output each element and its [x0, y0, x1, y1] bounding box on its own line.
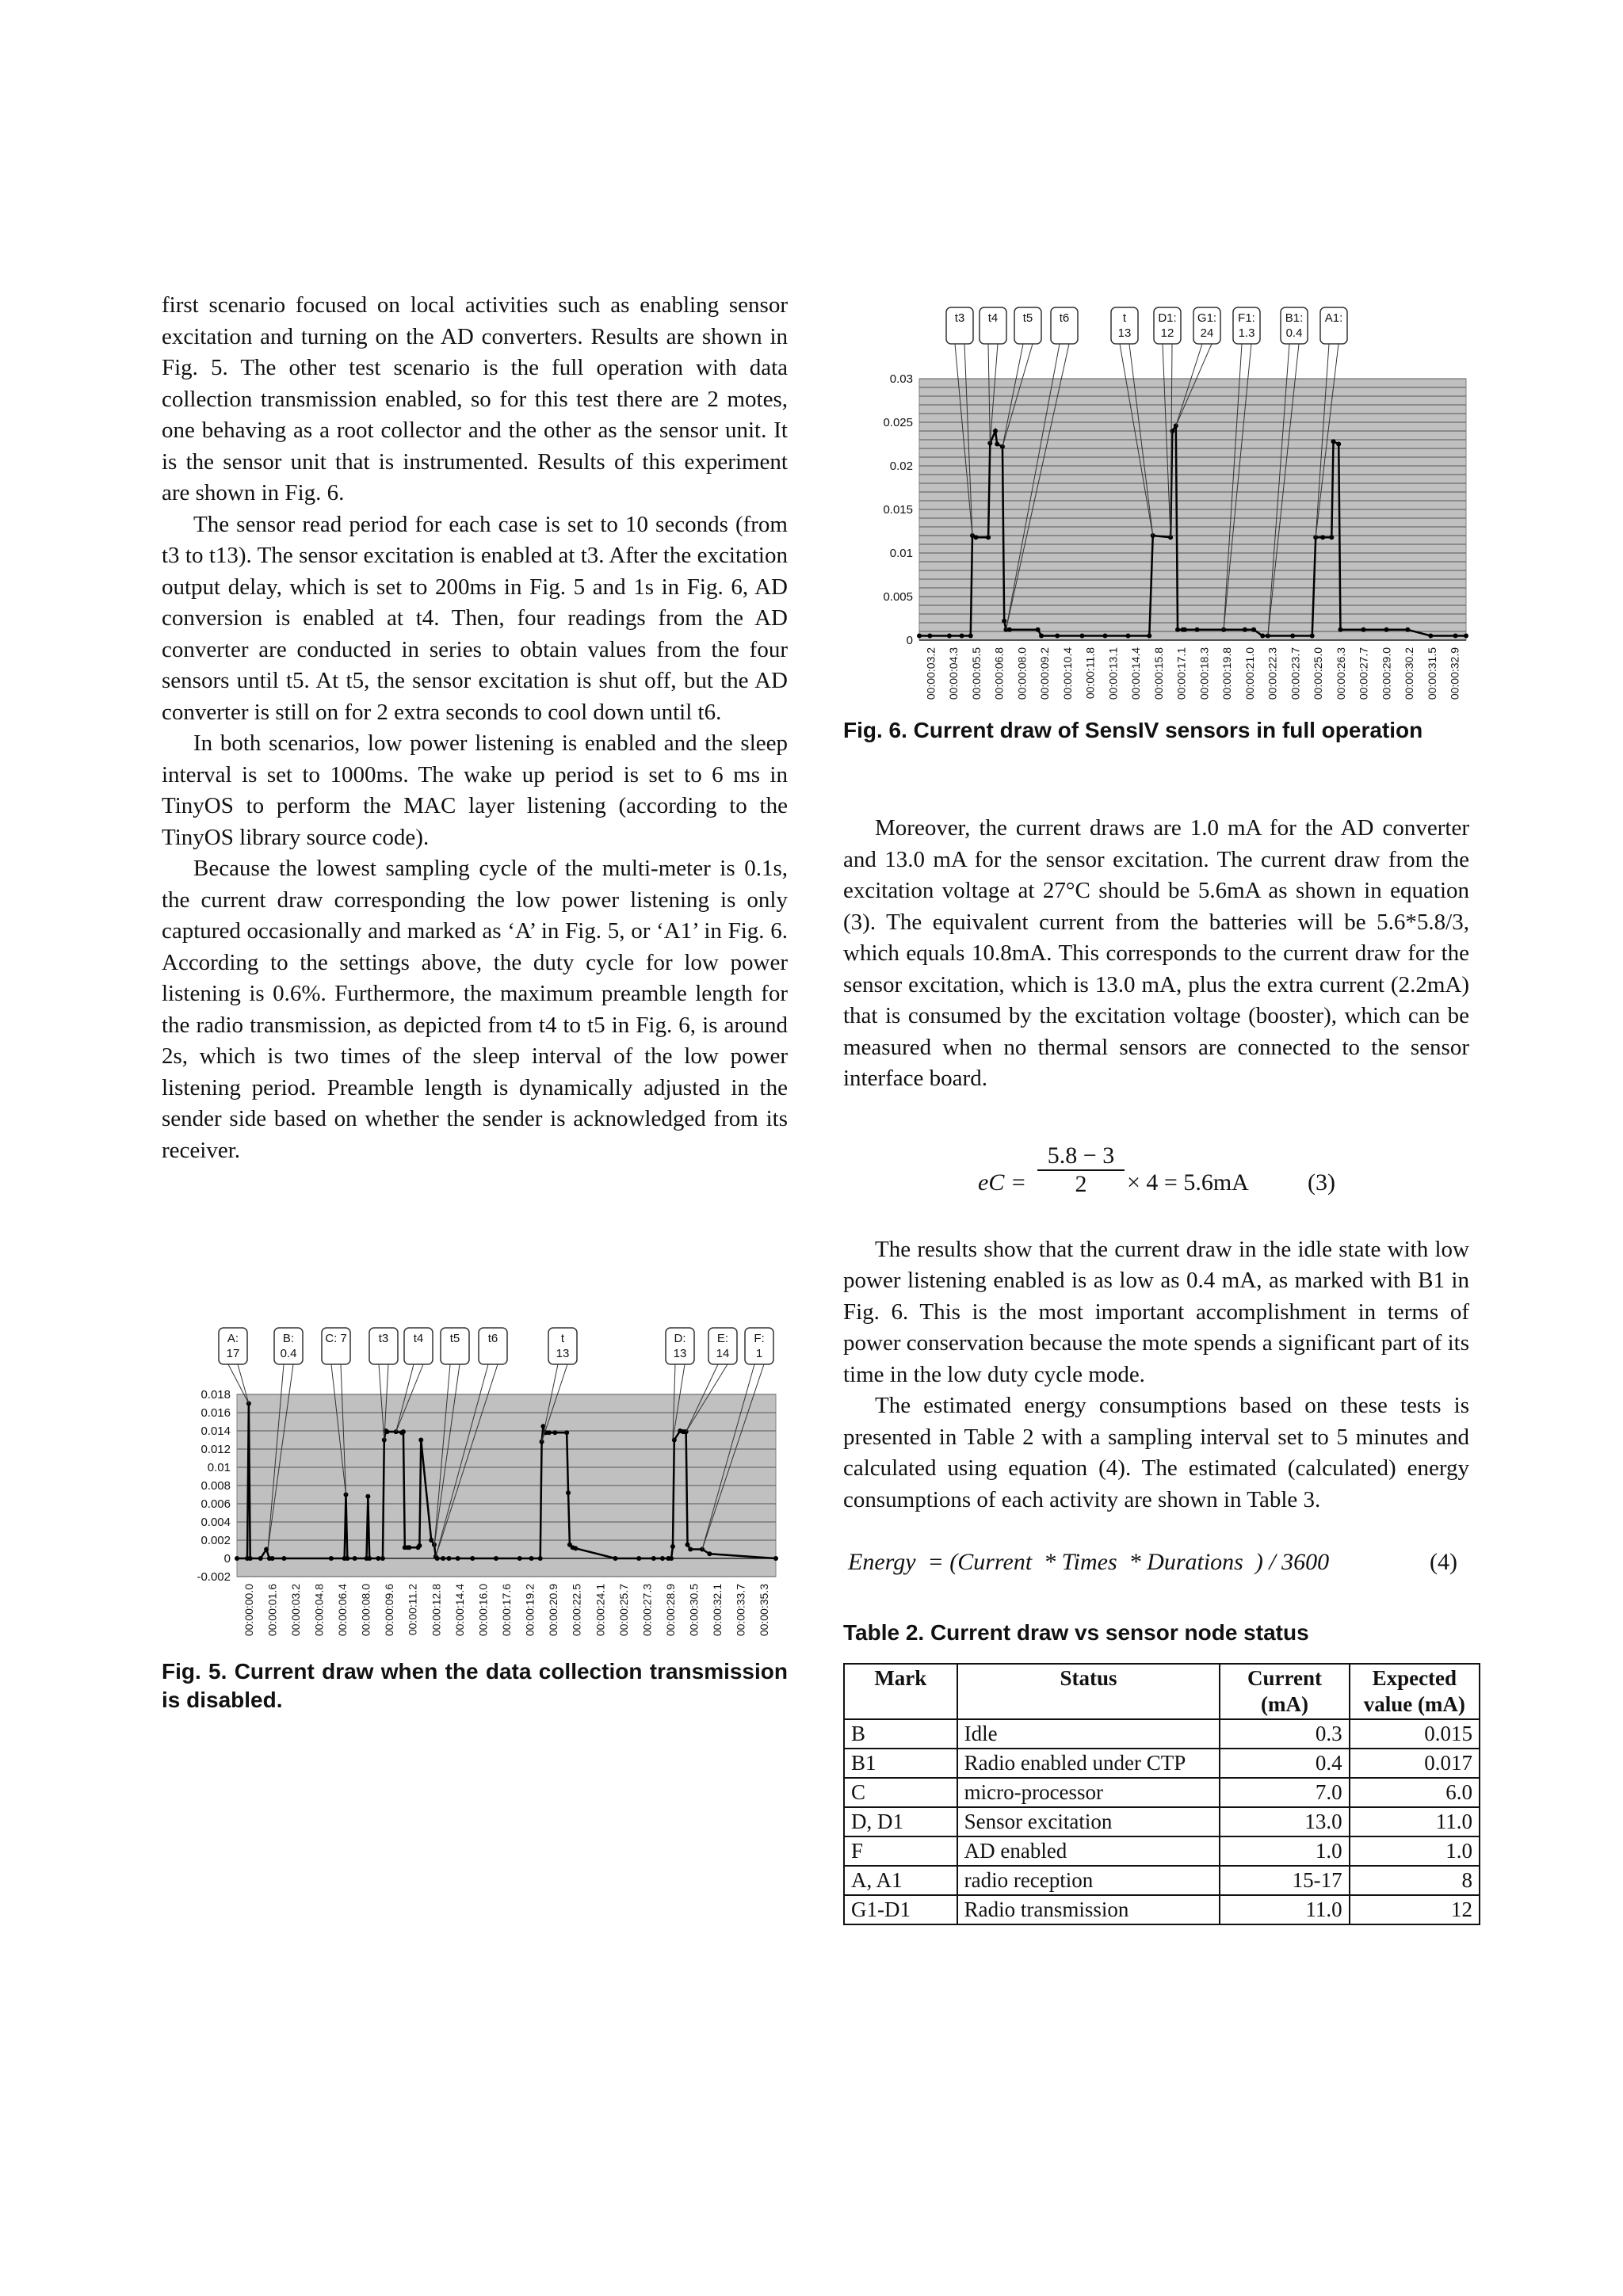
- x-tick-label: 00:00:14.4: [453, 1584, 466, 1637]
- data-point: [246, 1402, 251, 1406]
- x-tick-label: 00:00:27.3: [640, 1584, 654, 1637]
- x-tick-label: 00:00:11.2: [406, 1584, 419, 1636]
- x-tick-label: 00:00:09.2: [1038, 647, 1052, 700]
- cell-expected: 8: [1350, 1866, 1480, 1895]
- data-point: [367, 1556, 372, 1561]
- table-row: [844, 1836, 1480, 1866]
- paragraph-4: Because the lowest sampling cycle of the multi-meter is 0.1s, the current draw corresponding the low power listening is only captured occasionally and marked as ‘A’ in Fig. 5, or ‘A1’ in Fig. 6. According to the settings above, the duty cycle for low power listening is 0.6%. Furthermore, the maximum preamble length for the radio transmission, as depicted from t4 to t5 in Fig. 6, is around 2s, which is two times of the sleep interval of the low power listening period. Preamble length is dynamically adjusted in the sender side based on whether the sender is acknowledged from its receiver.: [162, 856, 788, 1163]
- col-header-expected: Expected value (mA): [1350, 1664, 1480, 1719]
- data-point: [707, 1551, 712, 1556]
- data-point: [345, 1556, 349, 1561]
- data-point: [407, 1545, 411, 1550]
- data-point: [470, 1556, 475, 1561]
- data-point: [986, 535, 991, 540]
- callout-label: D:: [674, 1332, 686, 1345]
- data-point: [993, 429, 998, 433]
- data-point: [1260, 634, 1265, 639]
- cell-current: 0.4: [1220, 1749, 1349, 1778]
- callout-label: D1:: [1158, 311, 1177, 325]
- data-point: [960, 634, 964, 639]
- y-tick-label: 0.016: [200, 1406, 231, 1420]
- x-tick-label: 00:00:12.8: [430, 1584, 443, 1637]
- y-tick-label: 0.012: [200, 1443, 231, 1456]
- y-tick-label: 0.006: [200, 1497, 231, 1511]
- equation-3: [843, 1142, 1469, 1230]
- cell-mark: G1-D1: [844, 1895, 957, 1924]
- eq4-text: Energy = (Current * Times * Durations ) / 3600: [848, 1549, 1330, 1575]
- y-tick-label: 0.018: [200, 1388, 231, 1402]
- x-tick-label: 00:00:05.5: [969, 647, 983, 700]
- data-point: [517, 1556, 522, 1561]
- callout-value: 1: [755, 1347, 763, 1360]
- data-point: [651, 1556, 656, 1561]
- y-tick-label: 0.025: [883, 416, 913, 429]
- data-point: [547, 1430, 552, 1435]
- y-tick-label: 0.008: [200, 1479, 231, 1493]
- data-point: [270, 1556, 275, 1561]
- data-point: [376, 1556, 380, 1561]
- callout-label: C: 7: [325, 1332, 347, 1345]
- callout-label: t5: [449, 1332, 460, 1345]
- cell-expected: 0.017: [1350, 1749, 1480, 1778]
- data-point: [1079, 634, 1084, 639]
- x-tick-label: 00:00:29.0: [1380, 647, 1393, 700]
- data-point: [636, 1556, 641, 1561]
- col-header-current: Current (mA): [1220, 1664, 1349, 1719]
- x-tick-label: 00:00:19.8: [1220, 647, 1234, 700]
- callout-label: G1:: [1197, 311, 1217, 325]
- data-point: [429, 1538, 433, 1543]
- data-point: [248, 1556, 253, 1561]
- y-tick-label: 0.03: [889, 372, 913, 386]
- cell-mark: F: [844, 1836, 957, 1866]
- data-point: [418, 1438, 423, 1443]
- x-tick-label: 00:00:03.2: [288, 1584, 302, 1637]
- data-point: [353, 1556, 357, 1561]
- callout-label: t6: [487, 1332, 498, 1345]
- data-point: [435, 1556, 440, 1561]
- data-point: [1002, 619, 1006, 624]
- data-point: [447, 1556, 452, 1561]
- data-point: [1361, 627, 1365, 632]
- data-point: [1039, 634, 1044, 639]
- callout-value: 0.4: [280, 1347, 297, 1360]
- table-row: [844, 1719, 1480, 1749]
- table-header-row: [844, 1664, 1480, 1719]
- paragraph-7: The estimated energy consumptions based on these tests is presented in Table 2 with a sampling interval set to 5 minutes and calculated using equation (4). The estimated (calculated) energy consumptions of each activity are shown in Table 3.: [843, 1393, 1469, 1512]
- data-point: [773, 1556, 778, 1561]
- data-point: [1464, 634, 1468, 639]
- data-point: [564, 1430, 569, 1435]
- data-point: [494, 1556, 498, 1561]
- data-point: [1405, 627, 1410, 632]
- paragraph-6: The results show that the current draw in the idle state with low power listening enabled is as low as 0.4 mA, as marked with B1 in Fig. 6. This is the most important accomplishment in terms of power conservation because the mote spends a significant part of its time in the low duty cycle mode.: [843, 1236, 1469, 1387]
- data-point: [917, 634, 922, 639]
- x-tick-label: 00:00:00.0: [242, 1584, 255, 1637]
- callout-value: 13: [673, 1347, 687, 1360]
- x-tick-label: 00:00:27.7: [1357, 647, 1370, 700]
- x-tick-label: 00:00:21.0: [1243, 647, 1256, 700]
- table-row: [844, 1807, 1480, 1836]
- data-point: [1428, 634, 1433, 639]
- data-point: [995, 442, 999, 447]
- y-tick-label: 0.014: [200, 1425, 231, 1438]
- cell-mark: B1: [844, 1749, 957, 1778]
- cell-current: 7.0: [1220, 1778, 1349, 1807]
- x-tick-label: 00:00:08.0: [1015, 647, 1029, 700]
- data-point: [1331, 439, 1336, 444]
- data-point: [1125, 634, 1130, 639]
- cell-current: 13.0: [1220, 1807, 1349, 1836]
- data-point: [1329, 535, 1334, 540]
- cell-status: Sensor excitation: [957, 1807, 1220, 1836]
- x-tick-label: 00:00:35.3: [758, 1584, 771, 1637]
- y-tick-label: 0.015: [883, 503, 913, 517]
- data-point: [235, 1556, 239, 1561]
- x-tick-label: 00:00:14.4: [1129, 647, 1143, 700]
- x-tick-label: 00:00:17.1: [1174, 647, 1188, 700]
- data-point: [365, 1494, 370, 1499]
- data-point: [385, 1429, 390, 1434]
- data-point: [688, 1547, 693, 1552]
- x-tick-label: 00:00:10.4: [1060, 647, 1074, 700]
- eq4-number: (4): [1430, 1549, 1457, 1575]
- data-point: [1338, 627, 1342, 632]
- x-tick-label: 00:00:28.9: [663, 1584, 677, 1637]
- x-tick-label: 00:00:08.0: [359, 1584, 372, 1637]
- cell-expected: 6.0: [1350, 1778, 1480, 1807]
- data-point: [1147, 634, 1151, 639]
- data-point: [685, 1543, 690, 1547]
- data-point: [660, 1556, 665, 1561]
- paragraph-5: Moreover, the current draws are 1.0 mA for the AD converter and 13.0 mA for the sensor excitation. The current draw from the excitation voltage at 27°C should be 5.6mA as shown in equation (3). The equivalent current from the batteries will be 5.6*5.8/3, which equals 10.8mA. This corresponds to the current draw for the sensor excitation, which is 13.0 mA, plus the extra current (2.2mA) that is consumed by the excitation voltage (booster), which can be measured when no thermal sensors are connected to the sensor interface board.: [843, 815, 1469, 1091]
- x-tick-label: 00:00:18.3: [1197, 647, 1211, 700]
- callout-label: A1:: [1324, 311, 1343, 325]
- cell-status: Radio transmission: [957, 1895, 1220, 1924]
- eq3-number: (3): [1308, 1169, 1335, 1196]
- callout-label: t: [1122, 311, 1127, 325]
- x-tick-label: 00:00:30.5: [687, 1584, 701, 1637]
- data-point: [566, 1490, 571, 1495]
- data-point: [669, 1556, 674, 1561]
- eq3-lhs: eC =: [978, 1169, 1027, 1196]
- cell-expected: 1.0: [1350, 1836, 1480, 1866]
- y-tick-label: -0.002: [197, 1570, 231, 1584]
- eq3-denominator: 2: [1075, 1170, 1087, 1197]
- col-header-status: Status: [957, 1664, 1220, 1719]
- eq3-numerator: 5.8 − 3: [1047, 1142, 1115, 1169]
- callout-label: t6: [1059, 311, 1070, 325]
- right-column: [843, 813, 1472, 1925]
- callout-label: t3: [378, 1332, 389, 1345]
- data-point: [552, 1430, 557, 1435]
- x-tick-label: 00:00:22.5: [570, 1584, 583, 1637]
- cell-status: AD enabled: [957, 1836, 1220, 1866]
- x-tick-label: 00:00:26.3: [1334, 647, 1347, 700]
- data-point: [417, 1543, 422, 1548]
- data-point: [1384, 627, 1389, 632]
- callout-value: 13: [1117, 326, 1132, 340]
- y-tick-label: 0: [906, 634, 913, 647]
- callout-label: t3: [954, 311, 965, 325]
- cell-mark: C: [844, 1778, 957, 1807]
- data-point: [281, 1556, 286, 1561]
- callout-value: 17: [226, 1347, 240, 1360]
- x-tick-label: 00:00:04.8: [312, 1584, 326, 1637]
- data-point: [1174, 423, 1178, 428]
- x-tick-label: 00:00:23.7: [1289, 647, 1302, 700]
- table-2-caption: Table 2. Current draw vs sensor node status: [843, 1620, 1309, 1645]
- x-tick-label: 00:00:20.9: [547, 1584, 560, 1637]
- x-tick-label: 00:00:32.9: [1448, 647, 1461, 700]
- x-tick-label: 00:00:15.8: [1151, 647, 1165, 700]
- callout-label: t4: [987, 311, 999, 325]
- data-point: [394, 1429, 399, 1434]
- callout-value: 13: [556, 1347, 570, 1360]
- x-tick-label: 00:00:17.6: [500, 1584, 513, 1637]
- data-point: [538, 1556, 543, 1561]
- x-tick-label: 00:00:06.4: [336, 1584, 349, 1637]
- paragraph-2: The sensor read period for each case is set to 10 seconds (from t3 to t13). The sensor excitation is enabled at t3. After the excitation output delay, which is set to 200ms in Fig. 5 and 1s in Fig. 6, AD conversion is enabled at t4. Then, four readings from the AD converter are conducted in series to obtain values from the four sensors until t5. At t5, the sensor excitation is shut off, but the AD converter is still on for 2 extra seconds to cool down until t6.: [162, 511, 788, 725]
- x-tick-label: 00:00:31.5: [1425, 647, 1438, 700]
- callout-label: F:: [754, 1332, 765, 1345]
- cell-current: 1.0: [1220, 1836, 1349, 1866]
- cell-current: 11.0: [1220, 1895, 1349, 1924]
- data-point: [973, 535, 978, 540]
- x-tick-label: 00:00:32.1: [711, 1584, 724, 1637]
- callout-value: 1.3: [1238, 326, 1255, 340]
- data-point: [1055, 634, 1060, 639]
- y-tick-label: 0.01: [889, 547, 913, 560]
- x-tick-label: 00:00:11.8: [1083, 647, 1097, 700]
- data-point: [1290, 634, 1295, 639]
- data-point: [258, 1556, 263, 1561]
- cell-status: Radio enabled under CTP: [957, 1749, 1220, 1778]
- callout-value: 0.4: [1285, 326, 1303, 340]
- data-point: [573, 1546, 578, 1550]
- callout-label: B1:: [1285, 311, 1304, 325]
- x-tick-label: 00:00:22.3: [1266, 647, 1279, 700]
- x-tick-label: 00:00:06.8: [992, 647, 1006, 700]
- data-point: [968, 634, 973, 639]
- y-tick-label: 0: [223, 1552, 231, 1566]
- callout-label: F1:: [1238, 311, 1255, 325]
- data-point: [1036, 627, 1041, 632]
- y-tick-label: 0.004: [200, 1516, 231, 1529]
- data-point: [1453, 634, 1458, 639]
- table-row: [844, 1895, 1480, 1924]
- figure-5-chart: [162, 1315, 796, 1656]
- table-row: [844, 1778, 1480, 1807]
- col-header-mark: Mark: [844, 1664, 957, 1719]
- cell-mark: B: [844, 1719, 957, 1749]
- callout-label: t5: [1022, 311, 1033, 325]
- cell-expected: 11.0: [1350, 1807, 1480, 1836]
- data-point: [613, 1556, 617, 1561]
- cell-expected: 0.015: [1350, 1719, 1480, 1749]
- data-point: [1175, 627, 1180, 632]
- data-point: [1170, 429, 1174, 433]
- callout-value: 24: [1200, 326, 1214, 340]
- cell-mark: A, A1: [844, 1866, 957, 1895]
- y-tick-label: 0.005: [883, 590, 913, 604]
- data-point: [1243, 627, 1247, 632]
- y-tick-label: 0.01: [207, 1461, 231, 1474]
- data-point: [401, 1429, 406, 1434]
- cell-expected: 12: [1350, 1895, 1480, 1924]
- y-tick-label: 0.02: [889, 460, 913, 473]
- figure-5-caption: Fig. 5. Current draw when the data collection transmission is disabled.: [162, 1659, 788, 1712]
- callout-label: t: [560, 1332, 565, 1345]
- equation-4: [843, 1531, 1469, 1595]
- cell-status: Idle: [957, 1719, 1220, 1749]
- table-row: [844, 1749, 1480, 1778]
- data-point: [1182, 627, 1187, 632]
- x-tick-label: 00:00:33.7: [734, 1584, 747, 1637]
- cell-status: radio reception: [957, 1866, 1220, 1895]
- left-column: [162, 290, 788, 1166]
- data-point: [441, 1556, 445, 1561]
- cell-status: micro-processor: [957, 1778, 1220, 1807]
- x-tick-label: 00:00:01.6: [265, 1584, 279, 1637]
- paragraph-1: first scenario focused on local activities such as enabling sensor excitation and turning on the AD converters. Results are shown in Fig. 5. The other test scenario is the full operation with data collection transmission enabled, so for this test there are 2 motes, one behaving as a root collector and the other as the sensor unit. It is the sensor unit that is instrumented. Results of this experiment are shown in Fig. 6.: [162, 292, 788, 505]
- data-point: [670, 1544, 675, 1549]
- data-point: [1320, 535, 1325, 540]
- data-point: [1007, 627, 1012, 632]
- x-tick-label: 00:00:16.0: [476, 1584, 490, 1637]
- data-point: [1310, 634, 1315, 639]
- data-point: [947, 634, 952, 639]
- data-point: [1251, 627, 1256, 632]
- data-point: [1336, 442, 1341, 447]
- x-tick-label: 00:00:25.7: [617, 1584, 630, 1637]
- figure-6-caption: Fig. 6. Current draw of SensIV sensors in full operation: [843, 718, 1423, 742]
- data-point: [329, 1556, 334, 1561]
- callout-value: 14: [716, 1347, 730, 1360]
- data-point: [927, 634, 932, 639]
- data-point: [380, 1556, 385, 1561]
- x-tick-label: 00:00:09.6: [383, 1584, 396, 1637]
- callout-value: 12: [1160, 326, 1174, 340]
- x-tick-label: 00:00:24.1: [594, 1584, 607, 1637]
- data-point: [456, 1556, 460, 1561]
- cell-current: 0.3: [1220, 1719, 1349, 1749]
- y-tick-label: 0.002: [200, 1534, 231, 1547]
- x-tick-label: 00:00:03.2: [924, 647, 938, 700]
- paragraph-3: In both scenarios, low power listening is enabled and the sleep interval is set to 1000ms. The wake up period is set to 6 ms in TinyOS to perform the MAC layer listening (according to the TinyOS library source code).: [162, 730, 788, 850]
- cell-mark: D, D1: [844, 1807, 957, 1836]
- data-point: [1195, 627, 1200, 632]
- data-point: [529, 1556, 534, 1561]
- x-tick-label: 00:00:30.2: [1403, 647, 1416, 700]
- data-point: [684, 1429, 689, 1434]
- x-tick-label: 00:00:25.0: [1312, 647, 1325, 700]
- callout-label: t4: [413, 1332, 424, 1345]
- x-tick-label: 00:00:04.3: [947, 647, 960, 700]
- table-row: [844, 1866, 1480, 1895]
- cell-current: 15-17: [1220, 1866, 1349, 1895]
- x-tick-label: 00:00:19.2: [523, 1584, 537, 1637]
- callout-label: E:: [716, 1332, 729, 1345]
- table-2: [843, 1663, 1480, 1925]
- data-point: [1102, 634, 1107, 639]
- callout-label: B:: [282, 1332, 295, 1345]
- callout-label: A:: [227, 1332, 239, 1345]
- figure-6-chart: [843, 304, 1485, 700]
- eq3-rhs: × 4 = 5.6mA: [1127, 1169, 1249, 1196]
- x-tick-label: 00:00:13.1: [1106, 647, 1120, 700]
